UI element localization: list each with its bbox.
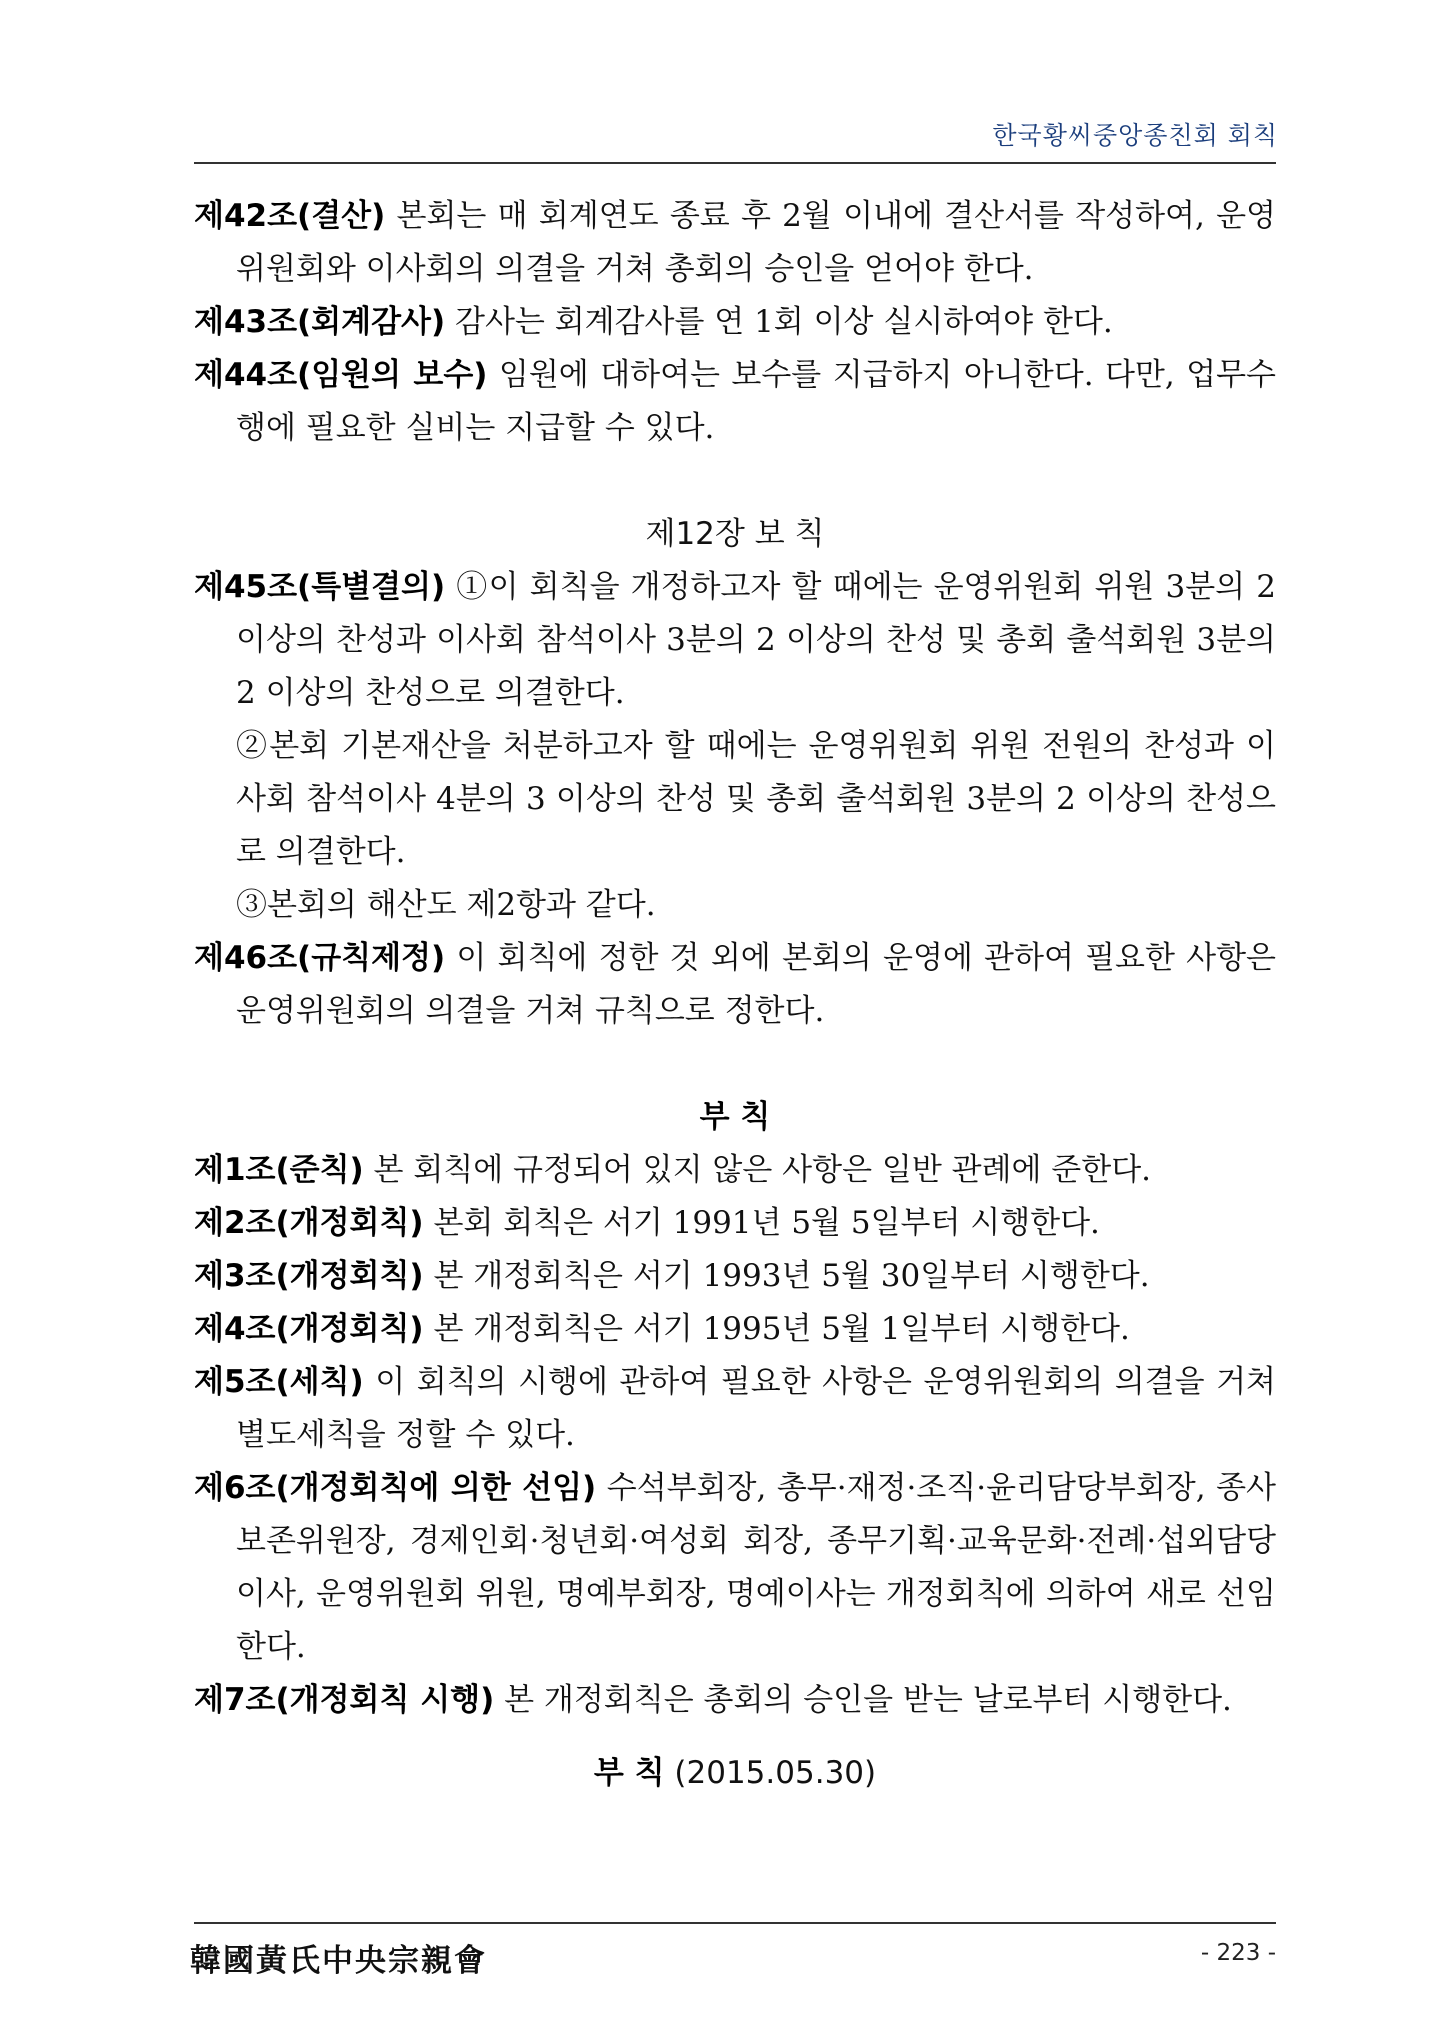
article-text: ①이 회칙을 개정하고자 할 때에는 운영위원회 위원 3분의 2 이상의 찬성과 이사회 참석이사 3분의 2 이상의 찬성 및 총회 출석회원 3분의 2 이상의 찬성으로 의결한다.: [236, 569, 1276, 711]
addenda-2015-date: (2015.05.30): [674, 1755, 877, 1791]
chapter-12-title: 제12장 보 칙: [645, 516, 825, 552]
article-heading: 제45조(특별결의): [194, 569, 446, 605]
addenda-article-1: [194, 1144, 1276, 1197]
article-heading: 제2조(개정회칙): [194, 1205, 424, 1241]
article-heading: 제43조(회계감사): [194, 304, 446, 340]
addenda-article-2: [194, 1197, 1276, 1250]
page-number: - 223 -: [1200, 1940, 1276, 1966]
article-44: [194, 349, 1276, 455]
article-heading: 제3조(개정회칙): [194, 1258, 424, 1294]
running-header: 한국황씨중앙종친회 회칙: [992, 121, 1278, 150]
article-text: 이 회칙의 시행에 관하여 필요한 사항은 운영위원회의 의결을 거쳐 별도세칙을 정할 수 있다.: [236, 1364, 1276, 1453]
spacer: [194, 1727, 1276, 1747]
article-45-clause-2: ②본회 기본재산을 처분하고자 할 때에는 운영위원회 위원 전원의 찬성과 이사회 참석이사 4분의 3 이상의 찬성 및 총회 출석회원 3분의 2 이상의 찬성으로 의결한다.: [236, 728, 1276, 870]
article-text: 본회 회칙은 서기 1991년 5월 5일부터 시행한다.: [423, 1205, 1100, 1241]
article-text: 본 회칙에 규정되어 있지 않은 사항은 일반 관례에 준한다.: [363, 1152, 1151, 1188]
addenda-article-4: [194, 1303, 1276, 1356]
spacer: [194, 455, 1276, 508]
addenda-article-5: [194, 1356, 1276, 1462]
document-body: [194, 190, 1276, 1800]
footer-rule: [194, 1922, 1276, 1924]
article-46: [194, 932, 1276, 1038]
addenda-article-3: [194, 1250, 1276, 1303]
article-42: [194, 190, 1276, 296]
article-heading: 제46조(규칙제정): [194, 940, 446, 976]
addenda-2015-label: 부 칙: [593, 1755, 665, 1791]
article-text: 본회는 매 회계연도 종료 후 2월 이내에 결산서를 작성하여, 운영위원회와 이사회의 의결을 거쳐 총회의 승인을 얻어야 한다.: [236, 198, 1276, 287]
article-heading: 제44조(임원의 보수): [194, 357, 488, 393]
spacer: [194, 1038, 1276, 1091]
article-heading: 제6조(개정회칙에 의한 선임): [194, 1470, 597, 1506]
addenda-article-6: [194, 1462, 1276, 1674]
article-45: [194, 561, 1276, 720]
article-text: 임원에 대하여는 보수를 지급하지 아니한다. 다만, 업무수행에 필요한 실비는 지급할 수 있다.: [236, 357, 1277, 446]
article-heading: 제5조(세칙): [194, 1364, 364, 1400]
article-text: 본 개정회칙은 서기 1993년 5월 30일부터 시행한다.: [423, 1258, 1150, 1294]
addenda-article-7: [194, 1674, 1276, 1727]
article-text: 본 개정회칙은 서기 1995년 5월 1일부터 시행한다.: [423, 1311, 1130, 1347]
article-text: 수석부회장, 총무·재정·조직·윤리담당부회장, 종사보존위원장, 경제인회·청년회·여성회 회장, 종무기획·교육문화·전례·섭외담당이사, 운영위원회 위원, 명예부회장, 명예이사는 개정회칙에 의하여 새로 선임한다.: [236, 1470, 1276, 1665]
article-heading: 제7조(개정회칙 시행): [194, 1682, 495, 1718]
article-text: 감사는 회계감사를 연 1회 이상 실시하여야 한다.: [445, 304, 1113, 340]
addenda-2015-title: [194, 1747, 1276, 1800]
article-text: 본 개정회칙은 총회의 승인을 받는 날로부터 시행한다.: [494, 1682, 1232, 1718]
addenda-title: 부 칙: [699, 1099, 771, 1135]
header-rule: [194, 162, 1276, 164]
article-45-clause-3: ③본회의 해산도 제2항과 같다.: [236, 887, 656, 923]
article-text: 이 회칙에 정한 것 외에 본회의 운영에 관하여 필요한 사항은 운영위원회의 의결을 거쳐 규칙으로 정한다.: [236, 940, 1276, 1029]
clan-logo: 韓國黃氏中央宗親會: [190, 1943, 487, 1979]
article-43: [194, 296, 1276, 349]
article-heading: 제42조(결산): [194, 198, 386, 234]
article-heading: 제1조(준칙): [194, 1152, 364, 1188]
article-heading: 제4조(개정회칙): [194, 1311, 424, 1347]
